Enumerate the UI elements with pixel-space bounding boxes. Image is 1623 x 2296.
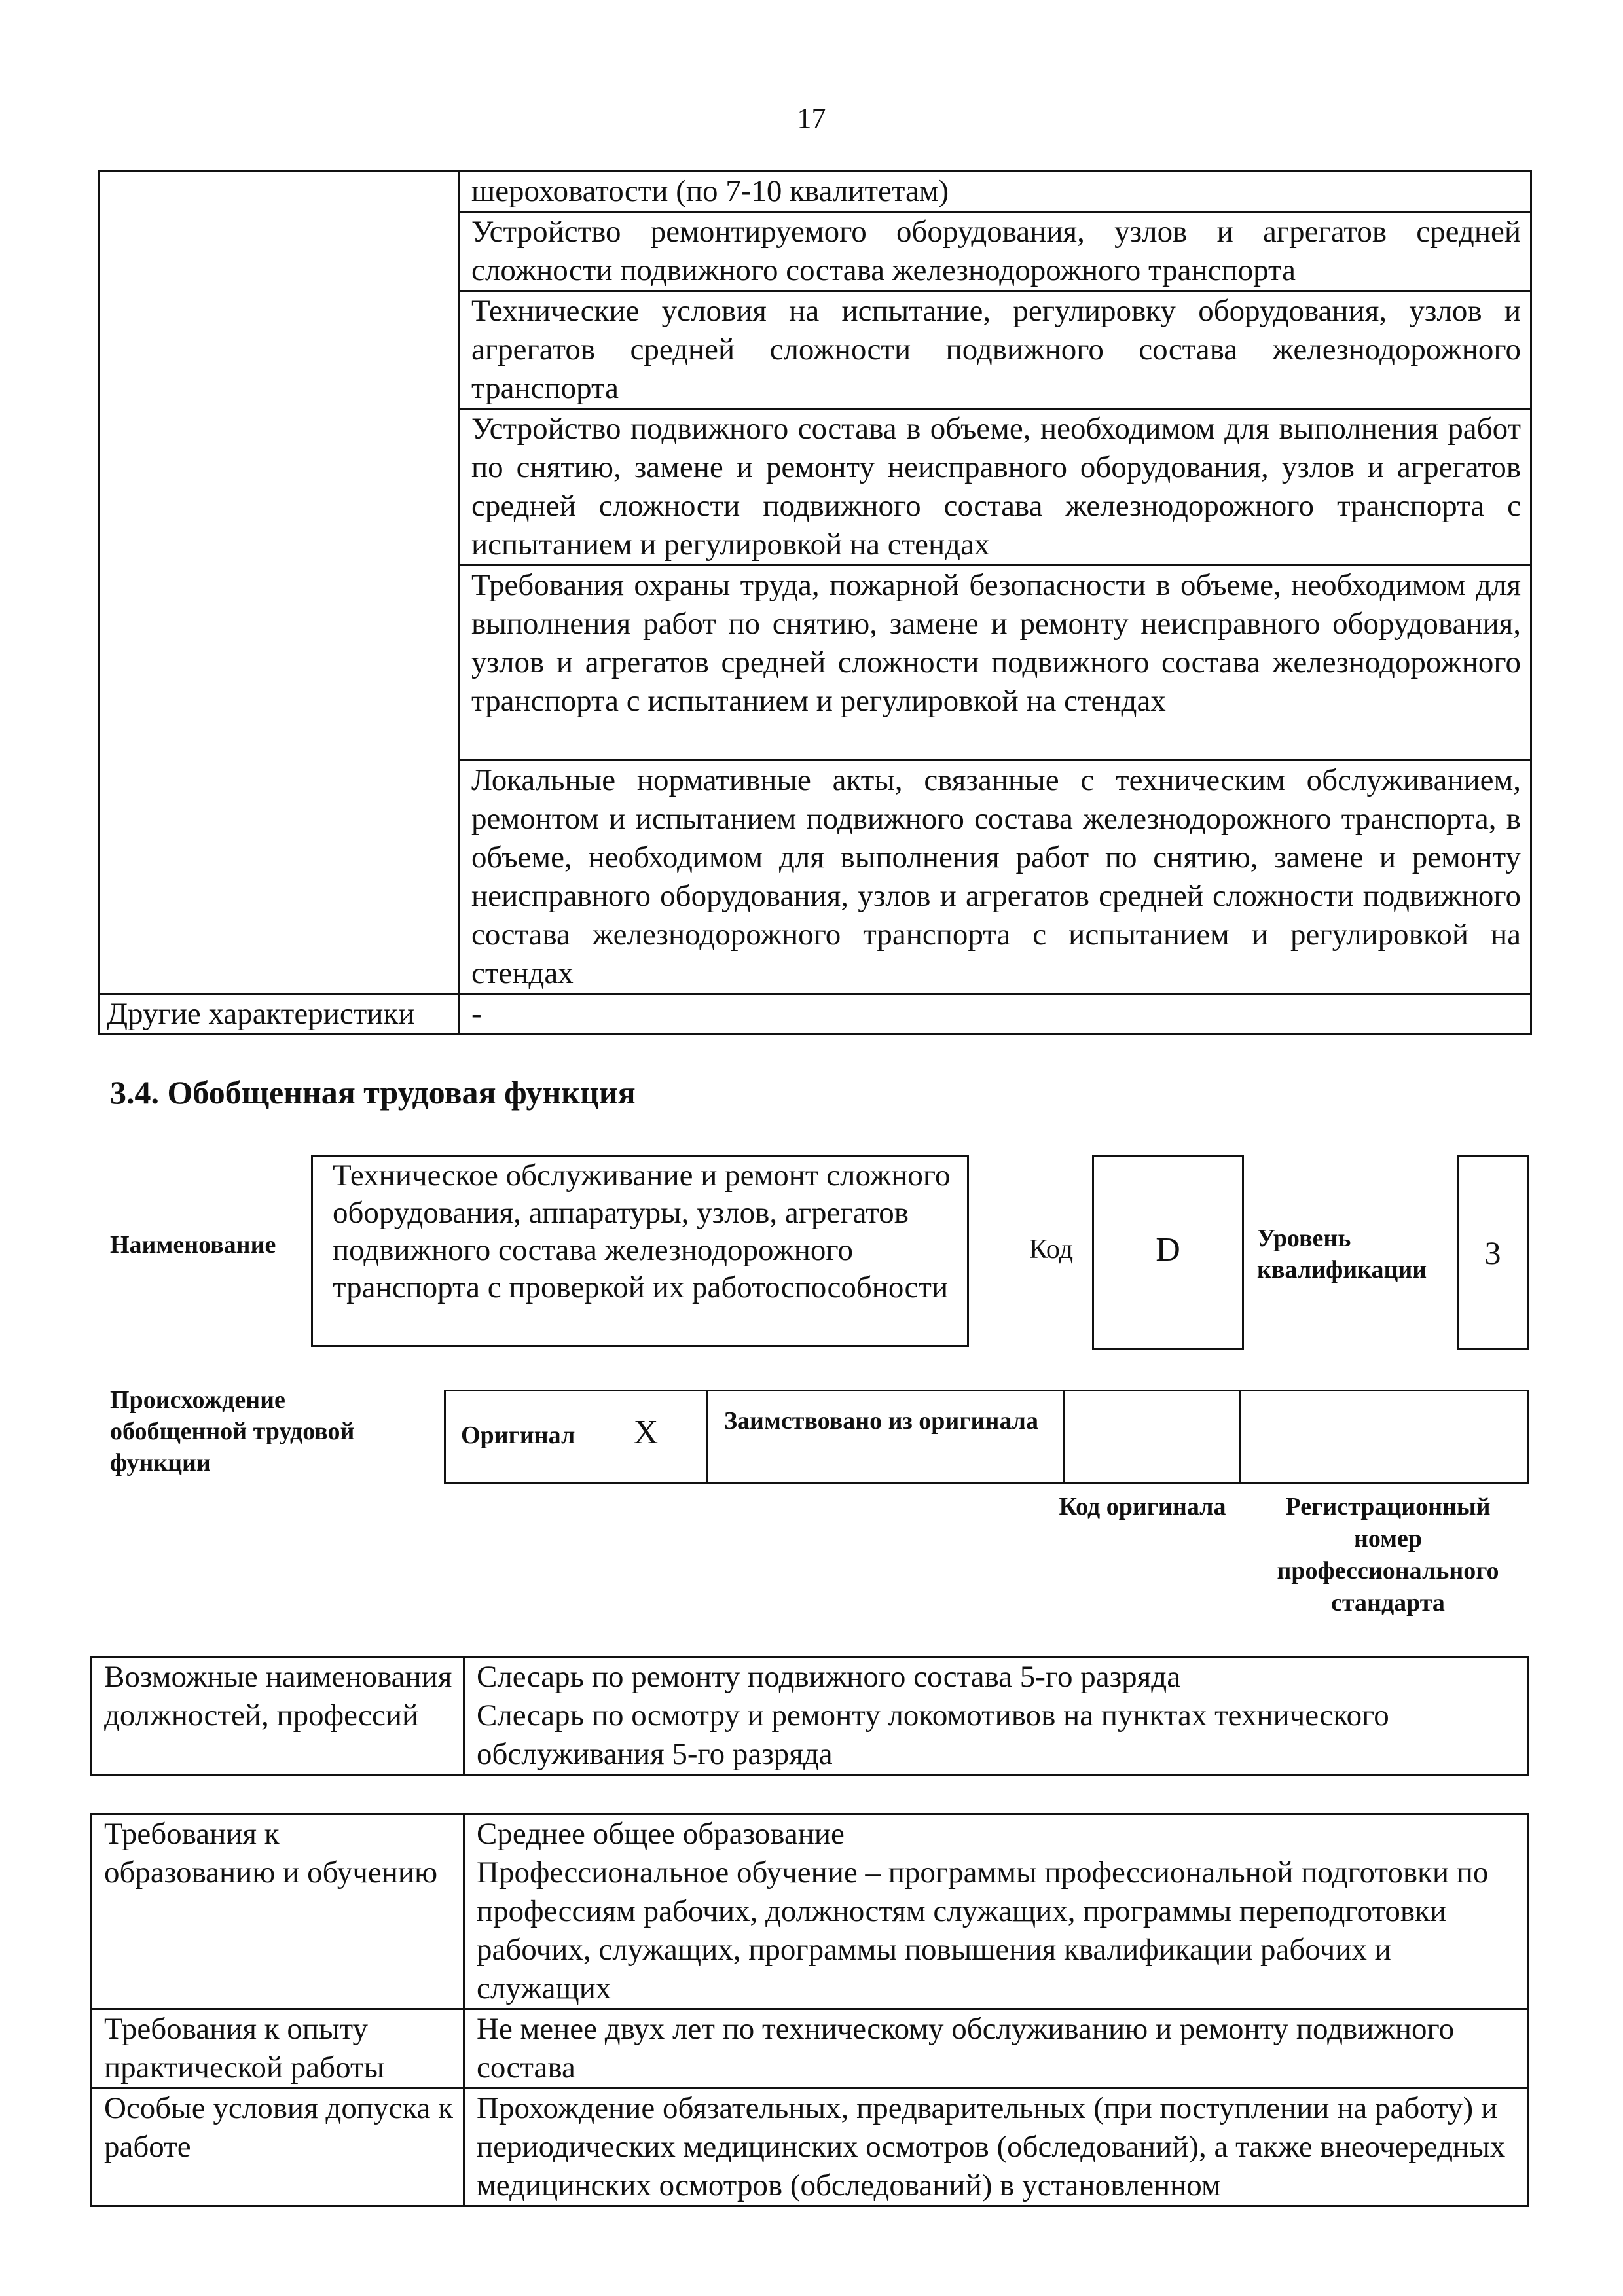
reg-number-caption: Регистрационный номер профессионального стандарта (1277, 1493, 1499, 1617)
origin-borrowed-cell (707, 1391, 1064, 1483)
positions-table (90, 1656, 1529, 1776)
code-value: D (1156, 1231, 1180, 1268)
function-name-box: Техническое обслуживание и ремонт сложного оборудования, аппаратуры, узлов, агрегатов подвижного состава железнодорожного транспорта с проверкой их работоспособности (311, 1155, 969, 1347)
origin-original-cell (445, 1391, 707, 1483)
origin-reg-number-cell (1241, 1391, 1528, 1483)
position-line: Слесарь по ремонту подвижного состава 5-го разряда (477, 1660, 1181, 1694)
position-line: Слесарь по осмотру и ремонту локомотивов на пунктах технического обслуживания 5-го разряда (477, 1698, 1389, 1771)
origin-code-cell (1064, 1391, 1241, 1483)
knowledge-row: Требования охраны труда, пожарной безопасности в объеме, необходимом для выполнения работ по снятию, замене и ремонту неисправного оборудования, узлов и агрегатов средней сложности подвижного состава железнодорожного транспорта с испытанием и регулировкой на стендах (459, 565, 1531, 761)
knowledge-table (98, 170, 1532, 1035)
positions-value (464, 1657, 1528, 1775)
level-value: 3 (1484, 1234, 1501, 1271)
original-mark: X (633, 1414, 659, 1451)
admission-value (464, 2089, 1528, 2206)
education-line: Профессиональное обучение – программы профессиональной подготовки по профессиям рабочих, должностям служащих, программы переподготовки рабочих, служащих, программы повышения квалификации рабочих и служащих (477, 1856, 1489, 2005)
knowledge-row: шероховатости (по 7-10 квалитетам) (459, 171, 1531, 212)
knowledge-row: Технические условия на испытание, регулировку оборудования, узлов и агрегатов средней сложности подвижного состава железнодорожного транспорта (459, 291, 1531, 409)
knowledge-row: Устройство подвижного состава в объеме, необходимом для выполнения работ по снятию, замене и ремонту неисправного оборудования, узлов и агрегатов средней сложности подвижного состава железнодорожного транспорта с испытанием и регулировкой на стендах (459, 409, 1531, 565)
section-title: 3.4. Обобщенная трудовая функция (110, 1074, 636, 1111)
level-label: Уровень квалификации (1257, 1225, 1427, 1283)
borrowed-label: Заимствовано из оригинала (724, 1407, 1038, 1435)
experience-line: Не менее двух лет по техническому обслуживанию и ремонту подвижного состава (477, 2012, 1455, 2085)
education-value (464, 1814, 1528, 2009)
admission-line: Прохождение обязательных, предварительных (при поступлении на работу) и периодических медицинских осмотров (обследований), а также внеочередных медицинских осмотров (обследований) в установленном (477, 2091, 1506, 2202)
knowledge-label-cell (100, 171, 459, 994)
code-caption: Код оригинала (1059, 1493, 1226, 1520)
code-label: Код (1029, 1234, 1074, 1265)
other-characteristics-label: Другие характеристики (100, 994, 459, 1035)
education-line: Среднее общее образование (477, 1817, 845, 1851)
name-label: Наименование (110, 1231, 276, 1259)
origin-label: Происхождение обобщенной трудовой функции (110, 1386, 355, 1477)
admission-label: Особые условия допуска к работе (92, 2089, 464, 2206)
knowledge-row: Устройство ремонтируемого оборудования, узлов и агрегатов средней сложности подвижного состава железнодорожного транспорта (459, 212, 1531, 291)
requirements-table (90, 1813, 1529, 2207)
knowledge-row: Локальные нормативные акты, связанные с техническим обслуживанием, ремонтом и испытанием подвижного состава железнодорожного транспорта, в объеме, необходимом для выполнения работ по снятию, замене и ремонту неисправного оборудования, узлов и агрегатов средней сложности подвижного состава железнодорожного транспорта с испытанием и регулировкой на стендах (459, 761, 1531, 994)
other-characteristics-value: - (459, 994, 1531, 1035)
page-number: 17 (797, 102, 826, 134)
positions-label: Возможные наименования должностей, профессий (92, 1657, 464, 1775)
education-label: Требования к образованию и обучению (92, 1814, 464, 2009)
experience-value (464, 2009, 1528, 2089)
origin-table (444, 1390, 1529, 1484)
experience-label: Требования к опыту практической работы (92, 2009, 464, 2089)
original-label: Оригинал (461, 1422, 575, 1449)
